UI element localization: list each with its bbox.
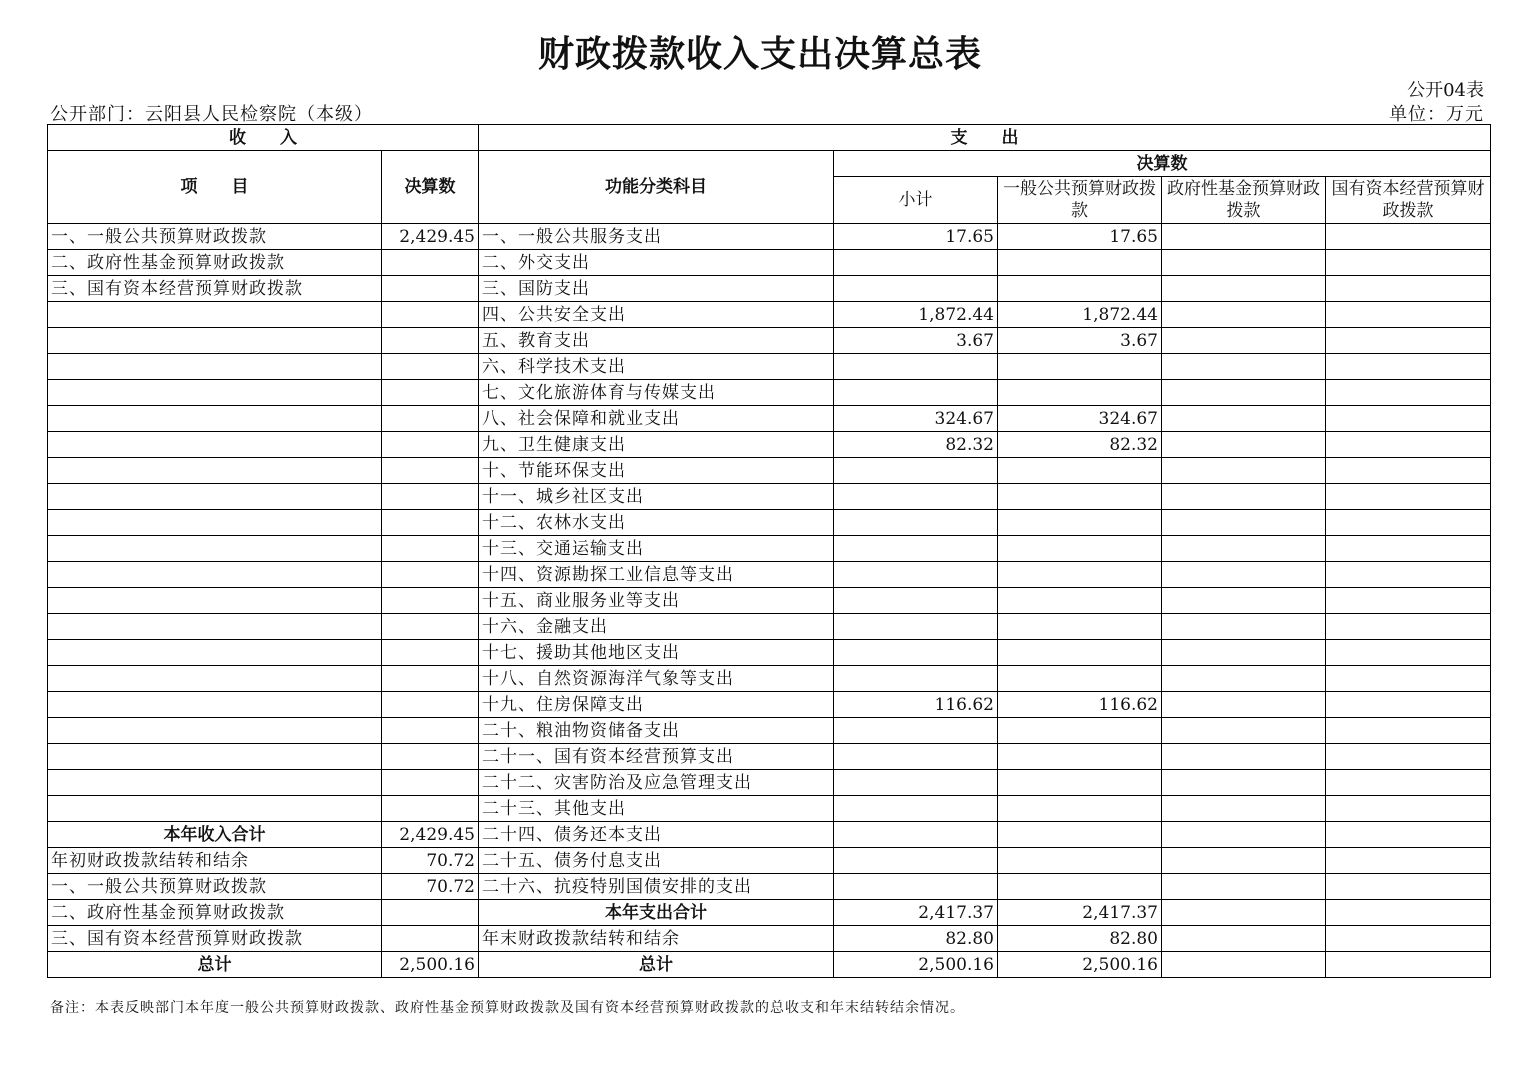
income-amount <box>382 510 479 536</box>
gov-fund-cell <box>1162 510 1326 536</box>
subtotal-cell <box>834 510 998 536</box>
state-capital-cell <box>1326 718 1491 744</box>
state-capital-cell <box>1326 874 1491 900</box>
state-capital-cell <box>1326 458 1491 484</box>
general-budget-cell <box>998 458 1162 484</box>
table-row <box>48 484 1491 510</box>
gov-fund-cell <box>1162 406 1326 432</box>
income-amount <box>382 614 479 640</box>
table-row <box>48 354 1491 380</box>
income-item <box>48 432 382 458</box>
table-row <box>48 692 1491 718</box>
state-capital-cell <box>1326 510 1491 536</box>
state-capital-cell <box>1326 770 1491 796</box>
state-capital-cell <box>1326 328 1491 354</box>
expense-item: 三、国防支出 <box>479 276 834 302</box>
table-row <box>48 406 1491 432</box>
income-amount <box>382 406 479 432</box>
state-capital-cell <box>1326 796 1491 822</box>
table-row <box>48 874 1491 900</box>
subtotal-cell <box>834 588 998 614</box>
state-capital-cell <box>1326 666 1491 692</box>
state-capital-cell <box>1326 562 1491 588</box>
expense-item: 十五、商业服务业等支出 <box>479 588 834 614</box>
subtotal-cell: 17.65 <box>834 224 998 250</box>
income-item <box>48 406 382 432</box>
unit-label: 单位：万元 <box>1389 104 1484 125</box>
income-item <box>48 328 382 354</box>
expense-item: 十九、住房保障支出 <box>479 692 834 718</box>
state-capital-cell <box>1326 302 1491 328</box>
income-amount: 2,429.45 <box>382 224 479 250</box>
subtotal-cell: 2,417.37 <box>834 900 998 926</box>
income-item <box>48 640 382 666</box>
state-capital-cell <box>1326 848 1491 874</box>
income-item <box>48 458 382 484</box>
subtotal-cell <box>834 250 998 276</box>
table-row <box>48 926 1491 952</box>
general-budget-cell <box>998 562 1162 588</box>
gov-fund-cell <box>1162 224 1326 250</box>
income-amount <box>382 484 479 510</box>
page-title: 财政拨款收入支出决算总表 <box>537 34 982 75</box>
general-budget-cell <box>998 874 1162 900</box>
income-item: 总计 <box>48 952 382 978</box>
expense-item: 十七、援助其他地区支出 <box>479 640 834 666</box>
table-row <box>48 640 1491 666</box>
final-amount-header: 决算数 <box>382 151 479 224</box>
subtotal-cell: 82.80 <box>834 926 998 952</box>
table-row <box>48 276 1491 302</box>
table-row <box>48 380 1491 406</box>
general-budget-cell <box>998 588 1162 614</box>
subtotal-header: 小计 <box>834 177 998 224</box>
header-row-1 <box>48 125 1491 151</box>
gov-fund-cell <box>1162 484 1326 510</box>
gov-fund-cell <box>1162 848 1326 874</box>
general-budget-cell <box>998 718 1162 744</box>
table-row <box>48 328 1491 354</box>
income-item <box>48 588 382 614</box>
header-row-2 <box>48 151 1491 177</box>
subtotal-cell <box>834 874 998 900</box>
gov-fund-cell <box>1162 250 1326 276</box>
income-item: 本年收入合计 <box>48 822 382 848</box>
income-item <box>48 380 382 406</box>
income-amount <box>382 536 479 562</box>
income-item <box>48 354 382 380</box>
expense-item: 一、一般公共服务支出 <box>479 224 834 250</box>
expense-item: 十六、金融支出 <box>479 614 834 640</box>
table-row <box>48 302 1491 328</box>
item-header: 项 目 <box>48 151 382 224</box>
income-item <box>48 536 382 562</box>
income-amount <box>382 276 479 302</box>
income-amount <box>382 328 479 354</box>
expense-item: 二十五、债务付息支出 <box>479 848 834 874</box>
expense-item: 二十三、其他支出 <box>479 796 834 822</box>
income-amount <box>382 250 479 276</box>
expense-item: 总计 <box>479 952 834 978</box>
table-row <box>48 848 1491 874</box>
general-budget-cell: 82.32 <box>998 432 1162 458</box>
general-budget-cell <box>998 770 1162 796</box>
expense-item: 二十一、国有资本经营预算支出 <box>479 744 834 770</box>
gov-fund-cell <box>1162 276 1326 302</box>
expense-item: 七、文化旅游体育与传媒支出 <box>479 380 834 406</box>
income-amount <box>382 744 479 770</box>
table-row <box>48 510 1491 536</box>
gov-fund-cell <box>1162 432 1326 458</box>
subtotal-cell <box>834 822 998 848</box>
state-capital-cell <box>1326 250 1491 276</box>
gov-fund-cell <box>1162 874 1326 900</box>
expense-item: 十三、交通运输支出 <box>479 536 834 562</box>
income-amount <box>382 562 479 588</box>
table-row <box>48 562 1491 588</box>
gov-fund-cell <box>1162 614 1326 640</box>
table-row <box>48 900 1491 926</box>
income-amount <box>382 900 479 926</box>
income-item <box>48 484 382 510</box>
general-budget-cell: 3.67 <box>998 328 1162 354</box>
gov-fund-cell <box>1162 926 1326 952</box>
income-item <box>48 718 382 744</box>
income-item: 一、一般公共预算财政拨款 <box>48 874 382 900</box>
table-row <box>48 718 1491 744</box>
expense-item: 年末财政拨款结转和结余 <box>479 926 834 952</box>
income-amount <box>382 640 479 666</box>
income-item: 二、政府性基金预算财政拨款 <box>48 250 382 276</box>
state-capital-cell <box>1326 432 1491 458</box>
expense-item: 十一、城乡社区支出 <box>479 484 834 510</box>
state-capital-cell <box>1326 588 1491 614</box>
income-amount: 2,500.16 <box>382 952 479 978</box>
income-item <box>48 666 382 692</box>
gov-fund-header: 政府性基金预算财政拨款 <box>1162 177 1326 224</box>
gov-fund-cell <box>1162 666 1326 692</box>
income-amount <box>382 666 479 692</box>
expense-item: 二十六、抗疫特别国债安排的支出 <box>479 874 834 900</box>
income-item: 三、国有资本经营预算财政拨款 <box>48 276 382 302</box>
general-budget-cell <box>998 744 1162 770</box>
footnote: 备注：本表反映部门本年度一般公共预算财政拨款、政府性基金预算财政拨款及国有资本经营预算财政拨款的总收支和年末结转结余情况。 <box>50 1000 965 1016</box>
gov-fund-cell <box>1162 380 1326 406</box>
general-budget-cell <box>998 640 1162 666</box>
subtotal-cell <box>834 848 998 874</box>
income-amount <box>382 302 479 328</box>
expense-item: 九、卫生健康支出 <box>479 432 834 458</box>
expense-item: 二十、粮油物资储备支出 <box>479 718 834 744</box>
expense-item: 八、社会保障和就业支出 <box>479 406 834 432</box>
gov-fund-cell <box>1162 354 1326 380</box>
budget-table <box>47 124 1491 978</box>
income-item <box>48 510 382 536</box>
subtotal-cell: 82.32 <box>834 432 998 458</box>
general-budget-cell <box>998 484 1162 510</box>
subtotal-cell <box>834 380 998 406</box>
income-item <box>48 796 382 822</box>
subtotal-cell <box>834 796 998 822</box>
gov-fund-cell <box>1162 588 1326 614</box>
general-budget-header: 一般公共预算财政拨款 <box>998 177 1162 224</box>
subtotal-cell <box>834 666 998 692</box>
state-capital-cell <box>1326 484 1491 510</box>
income-item: 二、政府性基金预算财政拨款 <box>48 900 382 926</box>
general-budget-cell <box>998 796 1162 822</box>
expense-item: 六、科学技术支出 <box>479 354 834 380</box>
final-amount-group-header: 决算数 <box>834 151 1491 177</box>
expense-item: 十、节能环保支出 <box>479 458 834 484</box>
subtotal-cell <box>834 276 998 302</box>
table-row <box>48 822 1491 848</box>
income-item <box>48 692 382 718</box>
expense-item: 五、教育支出 <box>479 328 834 354</box>
gov-fund-cell <box>1162 796 1326 822</box>
state-capital-cell <box>1326 640 1491 666</box>
gov-fund-cell <box>1162 536 1326 562</box>
gov-fund-cell <box>1162 302 1326 328</box>
income-amount <box>382 354 479 380</box>
subtotal-cell <box>834 744 998 770</box>
general-budget-cell <box>998 614 1162 640</box>
table-row <box>48 536 1491 562</box>
subtotal-cell <box>834 770 998 796</box>
income-amount <box>382 796 479 822</box>
general-budget-cell: 2,500.16 <box>998 952 1162 978</box>
subtotal-cell <box>834 536 998 562</box>
table-row <box>48 614 1491 640</box>
state-capital-cell <box>1326 224 1491 250</box>
income-item <box>48 770 382 796</box>
gov-fund-cell <box>1162 692 1326 718</box>
expense-item: 二十四、债务还本支出 <box>479 822 834 848</box>
income-item <box>48 302 382 328</box>
gov-fund-cell <box>1162 900 1326 926</box>
general-budget-cell: 1,872.44 <box>998 302 1162 328</box>
subtotal-cell <box>834 354 998 380</box>
income-item: 年初财政拨款结转和结余 <box>48 848 382 874</box>
gov-fund-cell <box>1162 952 1326 978</box>
income-amount <box>382 458 479 484</box>
general-budget-cell <box>998 666 1162 692</box>
table-row <box>48 952 1491 978</box>
income-amount <box>382 432 479 458</box>
general-budget-cell <box>998 510 1162 536</box>
subtotal-cell <box>834 484 998 510</box>
expense-item: 二、外交支出 <box>479 250 834 276</box>
general-budget-cell <box>998 354 1162 380</box>
income-amount <box>382 380 479 406</box>
gov-fund-cell <box>1162 718 1326 744</box>
state-capital-cell <box>1326 822 1491 848</box>
expense-item: 二十二、灾害防治及应急管理支出 <box>479 770 834 796</box>
general-budget-cell: 116.62 <box>998 692 1162 718</box>
income-item <box>48 562 382 588</box>
general-budget-cell: 82.80 <box>998 926 1162 952</box>
subtotal-cell: 3.67 <box>834 328 998 354</box>
subtotal-cell <box>834 640 998 666</box>
subtotal-cell: 1,872.44 <box>834 302 998 328</box>
state-capital-cell <box>1326 406 1491 432</box>
subtotal-cell <box>834 614 998 640</box>
income-item <box>48 614 382 640</box>
income-amount <box>382 692 479 718</box>
subtotal-cell <box>834 458 998 484</box>
gov-fund-cell <box>1162 458 1326 484</box>
state-capital-cell <box>1326 926 1491 952</box>
table-row <box>48 770 1491 796</box>
table-row <box>48 666 1491 692</box>
table-row <box>48 744 1491 770</box>
income-amount <box>382 770 479 796</box>
general-budget-cell <box>998 250 1162 276</box>
general-budget-cell <box>998 848 1162 874</box>
gov-fund-cell <box>1162 562 1326 588</box>
subtotal-cell: 324.67 <box>834 406 998 432</box>
table-row <box>48 458 1491 484</box>
general-budget-cell: 324.67 <box>998 406 1162 432</box>
expense-item: 十八、自然资源海洋气象等支出 <box>479 666 834 692</box>
subtotal-cell <box>834 718 998 744</box>
state-capital-cell <box>1326 952 1491 978</box>
state-capital-cell <box>1326 536 1491 562</box>
gov-fund-cell <box>1162 328 1326 354</box>
income-item: 三、国有资本经营预算财政拨款 <box>48 926 382 952</box>
gov-fund-cell <box>1162 770 1326 796</box>
income-header: 收 入 <box>48 125 479 151</box>
expense-item: 十二、农林水支出 <box>479 510 834 536</box>
general-budget-cell <box>998 380 1162 406</box>
table-row <box>48 224 1491 250</box>
department-label: 公开部门：云阳县人民检察院（本级） <box>50 104 373 125</box>
general-budget-cell: 17.65 <box>998 224 1162 250</box>
state-capital-cell <box>1326 692 1491 718</box>
subtotal-cell: 2,500.16 <box>834 952 998 978</box>
state-capital-cell <box>1326 614 1491 640</box>
gov-fund-cell <box>1162 822 1326 848</box>
income-amount <box>382 718 479 744</box>
table-row <box>48 250 1491 276</box>
table-row <box>48 432 1491 458</box>
expense-item: 十四、资源勘探工业信息等支出 <box>479 562 834 588</box>
state-capital-cell <box>1326 744 1491 770</box>
gov-fund-cell <box>1162 744 1326 770</box>
table-row <box>48 796 1491 822</box>
income-item <box>48 744 382 770</box>
gov-fund-cell <box>1162 640 1326 666</box>
table-code: 公开04表 <box>1407 80 1484 101</box>
state-capital-header: 国有资本经营预算财政拨款 <box>1326 177 1491 224</box>
income-amount: 70.72 <box>382 874 479 900</box>
expense-item: 四、公共安全支出 <box>479 302 834 328</box>
state-capital-cell <box>1326 354 1491 380</box>
function-class-header: 功能分类科目 <box>479 151 834 224</box>
general-budget-cell <box>998 276 1162 302</box>
income-amount: 2,429.45 <box>382 822 479 848</box>
state-capital-cell <box>1326 900 1491 926</box>
state-capital-cell <box>1326 380 1491 406</box>
income-item: 一、一般公共预算财政拨款 <box>48 224 382 250</box>
subtotal-cell: 116.62 <box>834 692 998 718</box>
subtotal-cell <box>834 562 998 588</box>
income-amount <box>382 588 479 614</box>
table-row <box>48 588 1491 614</box>
income-amount: 70.72 <box>382 848 479 874</box>
expense-item: 本年支出合计 <box>479 900 834 926</box>
state-capital-cell <box>1326 276 1491 302</box>
general-budget-cell: 2,417.37 <box>998 900 1162 926</box>
general-budget-cell <box>998 536 1162 562</box>
general-budget-cell <box>998 822 1162 848</box>
income-amount <box>382 926 479 952</box>
expense-header: 支 出 <box>479 125 1491 151</box>
